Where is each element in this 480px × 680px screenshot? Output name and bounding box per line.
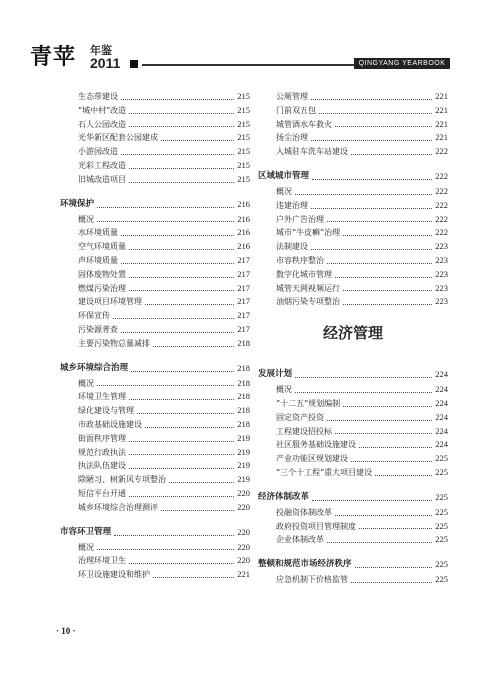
dot-leader bbox=[161, 501, 234, 511]
toc-entry[interactable] bbox=[60, 390, 250, 404]
toc-entry-title: 固定资产投资 bbox=[276, 412, 324, 422]
section-gap bbox=[258, 480, 448, 488]
toc-entry-title: “十二五”规划编制 bbox=[276, 398, 341, 408]
toc-entry-page: 217 bbox=[237, 310, 250, 321]
toc-section-heading[interactable] bbox=[258, 365, 448, 383]
toc-entry[interactable] bbox=[60, 118, 250, 132]
toc-entry-page: 221 bbox=[435, 91, 448, 101]
toc-entry-title: 概况 bbox=[78, 542, 94, 552]
toc-entry-title: 建设项目环境管理 bbox=[78, 297, 142, 307]
toc-entry-title: 产业功能区规划建设 bbox=[276, 454, 348, 464]
section-gap bbox=[258, 357, 448, 365]
toc-entry-title: 区域城市管理 bbox=[258, 170, 310, 181]
toc-entry-page: 223 bbox=[435, 241, 448, 252]
toc-entry-title: 环境保护 bbox=[60, 198, 95, 209]
dot-leader bbox=[121, 254, 234, 264]
toc-entry[interactable] bbox=[258, 573, 448, 587]
dot-leader bbox=[114, 523, 234, 536]
toc-entry[interactable] bbox=[258, 199, 448, 213]
dot-leader bbox=[129, 432, 234, 442]
part-title: 经济管理 bbox=[322, 324, 383, 343]
toc-entry[interactable] bbox=[60, 404, 250, 418]
toc-entry-page: 223 bbox=[435, 254, 448, 265]
toc-right-column bbox=[258, 90, 448, 587]
dot-leader bbox=[113, 309, 234, 319]
dot-leader bbox=[311, 90, 432, 100]
page-number: · 10 · bbox=[56, 626, 76, 636]
toc-entry[interactable] bbox=[60, 104, 250, 118]
toc-entry[interactable] bbox=[60, 240, 250, 254]
toc-entry-title: 环卫设施建设和维护 bbox=[78, 570, 150, 580]
dot-leader bbox=[335, 425, 432, 435]
toc-entry-title: 门前双五包 bbox=[276, 105, 316, 115]
toc-entry-page: 217 bbox=[237, 268, 250, 279]
toc-entry-page: 215 bbox=[237, 91, 250, 101]
toc-entry-page: 220 bbox=[237, 555, 250, 566]
toc-entry-page: 217 bbox=[237, 254, 250, 265]
toc-entry-page: 218 bbox=[237, 362, 250, 373]
dot-leader bbox=[129, 118, 234, 128]
toc-entry[interactable] bbox=[258, 295, 448, 309]
toc-entry[interactable] bbox=[60, 226, 250, 240]
toc-entry-title: 经济体制改革 bbox=[258, 491, 310, 502]
toc-entry-page: 223 bbox=[435, 296, 448, 307]
toc-entry-title: 概况 bbox=[78, 214, 94, 224]
toc-entry-title: 光彩工程改造 bbox=[78, 160, 126, 170]
toc-entry-title: 声环境质量 bbox=[78, 255, 118, 265]
toc-entry[interactable] bbox=[60, 90, 250, 104]
toc-entry-title: 环保宣传 bbox=[78, 311, 110, 321]
toc-entry-page: 222 bbox=[435, 213, 448, 224]
dot-leader bbox=[343, 295, 432, 305]
toc-entry-title: 企业体制改革 bbox=[276, 535, 324, 545]
toc-entry-page: 221 bbox=[237, 569, 250, 580]
toc-entry[interactable] bbox=[60, 159, 250, 173]
toc-entry-page: 224 bbox=[435, 384, 448, 395]
toc-entry-title: 石人公园改造 bbox=[78, 119, 126, 129]
dot-leader bbox=[97, 213, 234, 223]
toc-entry-title: 规范行政执法 bbox=[78, 447, 126, 457]
dot-leader bbox=[327, 533, 432, 543]
toc-entry-title: 户外广告治理 bbox=[276, 214, 324, 224]
toc-entry[interactable] bbox=[60, 282, 250, 296]
toc-section-heading[interactable] bbox=[258, 167, 448, 185]
toc-entry-page: 216 bbox=[237, 213, 250, 224]
dot-leader bbox=[319, 104, 432, 114]
dot-leader bbox=[359, 520, 432, 530]
toc-section-heading[interactable] bbox=[60, 523, 250, 541]
toc-entry-title: 社区服务基础设施建设 bbox=[276, 440, 356, 450]
toc-entry-title: 市容秩序整治 bbox=[276, 255, 324, 265]
toc-entry-page: 216 bbox=[237, 241, 250, 252]
dot-leader bbox=[129, 459, 234, 469]
logo-square bbox=[130, 60, 138, 68]
dot-leader bbox=[343, 397, 432, 407]
dot-leader bbox=[145, 295, 234, 305]
toc-entry[interactable] bbox=[258, 411, 448, 425]
toc-entry[interactable] bbox=[258, 425, 448, 439]
page-header bbox=[30, 40, 450, 76]
dot-leader bbox=[129, 268, 234, 278]
dot-leader bbox=[129, 487, 234, 497]
toc-entry-page: 215 bbox=[237, 118, 250, 129]
header-rule bbox=[142, 64, 362, 66]
dot-leader bbox=[351, 573, 432, 583]
section-gap bbox=[60, 187, 250, 195]
toc-entry[interactable] bbox=[60, 295, 250, 309]
toc-entry[interactable] bbox=[258, 254, 448, 268]
section-gap bbox=[60, 351, 250, 359]
toc-entry[interactable] bbox=[60, 131, 250, 145]
toc-entry[interactable] bbox=[60, 213, 250, 227]
dot-leader bbox=[169, 473, 234, 483]
toc-entry-page: 222 bbox=[435, 199, 448, 210]
toc-entry[interactable] bbox=[60, 446, 250, 460]
toc-entry[interactable] bbox=[258, 452, 448, 466]
dot-leader bbox=[295, 185, 432, 195]
toc-entry-page: 218 bbox=[237, 377, 250, 388]
toc-entry[interactable] bbox=[60, 432, 250, 446]
toc-entry-page: 218 bbox=[237, 405, 250, 416]
dot-leader bbox=[129, 173, 234, 183]
toc-entry-title: 小游园改造 bbox=[78, 147, 118, 157]
dot-leader bbox=[131, 359, 234, 372]
dot-leader bbox=[129, 159, 234, 169]
toc-entry-page: 215 bbox=[237, 159, 250, 170]
dot-leader bbox=[295, 365, 432, 378]
dot-leader bbox=[327, 213, 432, 223]
toc-entry[interactable] bbox=[60, 145, 250, 159]
toc-entry[interactable] bbox=[258, 104, 448, 118]
dot-leader bbox=[145, 418, 234, 428]
toc-entry-page: 224 bbox=[435, 369, 448, 380]
dot-leader bbox=[311, 131, 432, 141]
toc-entry-title: 短信平台开通 bbox=[78, 488, 126, 498]
toc-entry-title: 生态带建设 bbox=[78, 92, 118, 101]
toc-entry-page: 221 bbox=[435, 132, 448, 143]
toc-entry-title: 工程建设招投标 bbox=[276, 426, 332, 436]
toc-entry-page: 216 bbox=[237, 227, 250, 238]
toc-entry-page: 225 bbox=[435, 534, 448, 545]
toc-entry-title: 燃煤污染治理 bbox=[78, 283, 126, 293]
section-gap bbox=[60, 515, 250, 523]
toc-entry-title: 污染源普查 bbox=[78, 324, 118, 334]
toc-entry-page: 218 bbox=[237, 418, 250, 429]
dot-leader bbox=[129, 104, 234, 114]
toc-entry-page: 224 bbox=[435, 411, 448, 422]
dot-leader bbox=[97, 195, 234, 208]
dot-leader bbox=[312, 488, 432, 501]
toc-entry-page: 215 bbox=[237, 104, 250, 115]
toc-entry[interactable] bbox=[258, 466, 448, 480]
dot-leader bbox=[121, 226, 234, 236]
toc-entry-title: 市政基础设施建设 bbox=[78, 419, 142, 429]
dot-leader bbox=[129, 390, 234, 400]
toc-entry[interactable] bbox=[258, 90, 448, 104]
toc-entry-title: 入城驻车洗车站建设 bbox=[276, 147, 348, 157]
dot-leader bbox=[312, 167, 432, 180]
toc-entry-page: 216 bbox=[237, 198, 250, 209]
toc-entry-page: 217 bbox=[237, 296, 250, 307]
toc-entry[interactable] bbox=[258, 533, 448, 547]
toc-entry-page: 215 bbox=[237, 146, 250, 157]
toc-entry-page: 225 bbox=[435, 559, 448, 570]
toc-entry-title: 油烟污染专项整治 bbox=[276, 297, 340, 307]
dot-leader bbox=[351, 452, 432, 462]
toc-entry-title: 除陋习、树新风专项整治 bbox=[78, 475, 166, 485]
toc-entry-title: 应急机制下价格监管 bbox=[276, 575, 348, 585]
toc-entry-page: 220 bbox=[237, 541, 250, 552]
toc-entry-title: 数字化城市管理 bbox=[276, 269, 332, 279]
dot-leader bbox=[121, 145, 234, 155]
toc-entry[interactable] bbox=[258, 118, 448, 132]
toc-entry-title: 光华新区配套公园建成 bbox=[78, 133, 158, 143]
toc-entry-title: 城管天网视频运行 bbox=[276, 283, 340, 293]
toc-entry-page: 215 bbox=[237, 132, 250, 143]
logo-year-label: 年鉴 bbox=[90, 44, 112, 57]
toc-entry-page: 218 bbox=[237, 391, 250, 402]
toc-left-column bbox=[60, 90, 250, 582]
dot-leader bbox=[335, 506, 432, 516]
toc-entry-title: 政府投资项目管理制度 bbox=[276, 521, 356, 531]
toc-entry[interactable] bbox=[258, 438, 448, 452]
toc-entry-page: 225 bbox=[435, 506, 448, 517]
toc-entry-page: 219 bbox=[237, 446, 250, 457]
toc-entry-page: 225 bbox=[435, 466, 448, 477]
toc-entry[interactable] bbox=[60, 337, 250, 351]
dot-leader bbox=[311, 240, 432, 250]
dot-leader bbox=[153, 568, 234, 578]
toc-entry[interactable] bbox=[60, 501, 250, 515]
toc-entry[interactable] bbox=[60, 487, 250, 501]
toc-entry-title: 空气环境质量 bbox=[78, 242, 126, 252]
toc-entry[interactable] bbox=[258, 282, 448, 296]
toc-entry[interactable] bbox=[60, 377, 250, 391]
toc-entry[interactable] bbox=[258, 506, 448, 520]
dot-leader bbox=[295, 383, 432, 393]
toc-entry[interactable] bbox=[60, 418, 250, 432]
toc-entry-title: 水环境质量 bbox=[78, 228, 118, 238]
toc-entry[interactable] bbox=[60, 173, 250, 187]
toc-entry[interactable] bbox=[60, 473, 250, 487]
logo-year-number: 2011 bbox=[90, 55, 121, 71]
toc-section-heading[interactable] bbox=[60, 195, 250, 213]
toc-entry[interactable] bbox=[258, 145, 448, 159]
toc-section-heading[interactable] bbox=[258, 555, 448, 573]
dot-leader bbox=[375, 466, 432, 476]
toc-entry-title: 绿化建设与管理 bbox=[78, 406, 134, 416]
toc-entry[interactable] bbox=[60, 254, 250, 268]
toc-entry-page: 225 bbox=[435, 453, 448, 464]
toc-entry[interactable] bbox=[60, 268, 250, 282]
toc-entry-title: 扬尘治理 bbox=[276, 133, 308, 143]
toc-entry-title: 概况 bbox=[276, 186, 292, 196]
toc-entry-title: 城乡环境综合治理测评 bbox=[78, 502, 158, 512]
toc-entry-page: 221 bbox=[435, 118, 448, 129]
toc-entry-page: 220 bbox=[237, 501, 250, 512]
toc-entry[interactable] bbox=[60, 554, 250, 568]
toc-entry-page: 222 bbox=[435, 227, 448, 238]
toc-entry-title: 固体废物处置 bbox=[78, 269, 126, 279]
toc-entry-page: 225 bbox=[435, 491, 448, 502]
dot-leader bbox=[129, 240, 234, 250]
toc-entry-page: 224 bbox=[435, 439, 448, 450]
toc-entry-title: 违建治理 bbox=[276, 200, 308, 210]
toc-entry-page: 219 bbox=[237, 460, 250, 471]
toc-entry-page: 215 bbox=[237, 173, 250, 184]
toc-entry[interactable] bbox=[258, 240, 448, 254]
toc-entry-title: “城中村”改造 bbox=[78, 105, 127, 115]
toc-entry-page: 220 bbox=[237, 526, 250, 537]
toc-entry-page: 223 bbox=[435, 282, 448, 293]
toc-entry-page: 217 bbox=[237, 323, 250, 334]
toc-entry[interactable] bbox=[258, 131, 448, 145]
toc-entry-page: 219 bbox=[237, 432, 250, 443]
dot-leader bbox=[121, 90, 234, 100]
toc-entry[interactable] bbox=[258, 226, 448, 240]
toc-entry-page: 223 bbox=[435, 268, 448, 279]
toc-entry-title: 执法队伍建设 bbox=[78, 461, 126, 471]
dot-leader bbox=[335, 118, 432, 128]
dot-leader bbox=[359, 438, 432, 448]
toc-entry-page: 219 bbox=[237, 474, 250, 485]
toc-entry-title: 城乡环境综合治理 bbox=[60, 362, 129, 373]
toc-entry-page: 225 bbox=[435, 574, 448, 585]
toc-entry-title: 市容环卫管理 bbox=[60, 526, 112, 537]
dot-leader bbox=[137, 404, 234, 414]
dot-leader bbox=[153, 337, 234, 347]
toc-entry-page: 220 bbox=[237, 487, 250, 498]
toc-section-heading[interactable] bbox=[258, 488, 448, 506]
toc-entry-title: 投融资体制改革 bbox=[276, 507, 332, 517]
dot-leader bbox=[327, 411, 432, 421]
dot-leader bbox=[355, 555, 433, 568]
dot-leader bbox=[97, 377, 234, 387]
toc-entry-page: 217 bbox=[237, 282, 250, 293]
toc-entry-title: 旧城改造项目 bbox=[78, 174, 126, 184]
toc-entry[interactable] bbox=[60, 459, 250, 473]
dot-leader bbox=[121, 323, 234, 333]
dot-leader bbox=[97, 541, 234, 551]
toc-entry-title: 公厕管理 bbox=[276, 92, 308, 101]
toc-entry-page: 222 bbox=[435, 185, 448, 196]
toc-section-heading[interactable] bbox=[60, 359, 250, 377]
toc-entry[interactable] bbox=[258, 213, 448, 227]
toc-entry-title: 整顿和规范市场经济秩序 bbox=[258, 559, 352, 570]
toc-entry-title: 城管酒水车救火 bbox=[276, 119, 332, 129]
toc-entry[interactable] bbox=[258, 520, 448, 534]
toc-entry-page: 225 bbox=[435, 520, 448, 531]
toc-entry-page: 222 bbox=[435, 146, 448, 157]
toc-entry[interactable] bbox=[60, 323, 250, 337]
toc-entry[interactable] bbox=[60, 309, 250, 323]
toc-entry[interactable] bbox=[258, 397, 448, 411]
toc-entry-title: 环境卫生管理 bbox=[78, 392, 126, 402]
dot-leader bbox=[129, 282, 234, 292]
toc-entry-title: 概况 bbox=[276, 385, 292, 395]
dot-leader bbox=[343, 282, 432, 292]
dot-leader bbox=[161, 131, 234, 141]
section-gap bbox=[258, 159, 448, 167]
toc-entry[interactable] bbox=[258, 185, 448, 199]
toc-entry-page: 218 bbox=[237, 337, 250, 348]
toc-entry-page: 224 bbox=[435, 425, 448, 436]
toc-entry-title: 主要污染物总量减排 bbox=[78, 338, 150, 348]
dot-leader bbox=[129, 446, 234, 456]
toc-entry[interactable] bbox=[60, 541, 250, 555]
toc-entry-page: 224 bbox=[435, 397, 448, 408]
toc-entry-title: 街面秩序管理 bbox=[78, 433, 126, 443]
dot-leader bbox=[327, 254, 432, 264]
header-bar: QINGYANG YEARBOOK bbox=[354, 58, 450, 69]
dot-leader bbox=[335, 268, 432, 278]
toc-entry-title: 概况 bbox=[78, 378, 94, 388]
toc-entry-title: 治理环境卫生 bbox=[78, 556, 126, 566]
toc-entry-title: 发展计划 bbox=[258, 369, 293, 380]
toc-entry-title: 法制建设 bbox=[276, 242, 308, 252]
dot-leader bbox=[311, 199, 432, 209]
dot-leader bbox=[129, 554, 234, 564]
toc-entry[interactable] bbox=[258, 268, 448, 282]
section-gap bbox=[258, 547, 448, 555]
dot-leader bbox=[351, 145, 432, 155]
toc-entry-page: 221 bbox=[435, 104, 448, 115]
yearbook-logo: 青苹 bbox=[30, 44, 77, 70]
toc-entry-title: “三个十工程”重大项目建设 bbox=[276, 467, 373, 477]
toc-entry-page: 222 bbox=[435, 170, 448, 181]
dot-leader bbox=[343, 226, 432, 236]
toc-entry-title: 城市“牛皮癣”治理 bbox=[276, 228, 341, 238]
toc-entry[interactable] bbox=[258, 383, 448, 397]
toc-entry[interactable] bbox=[60, 568, 250, 582]
